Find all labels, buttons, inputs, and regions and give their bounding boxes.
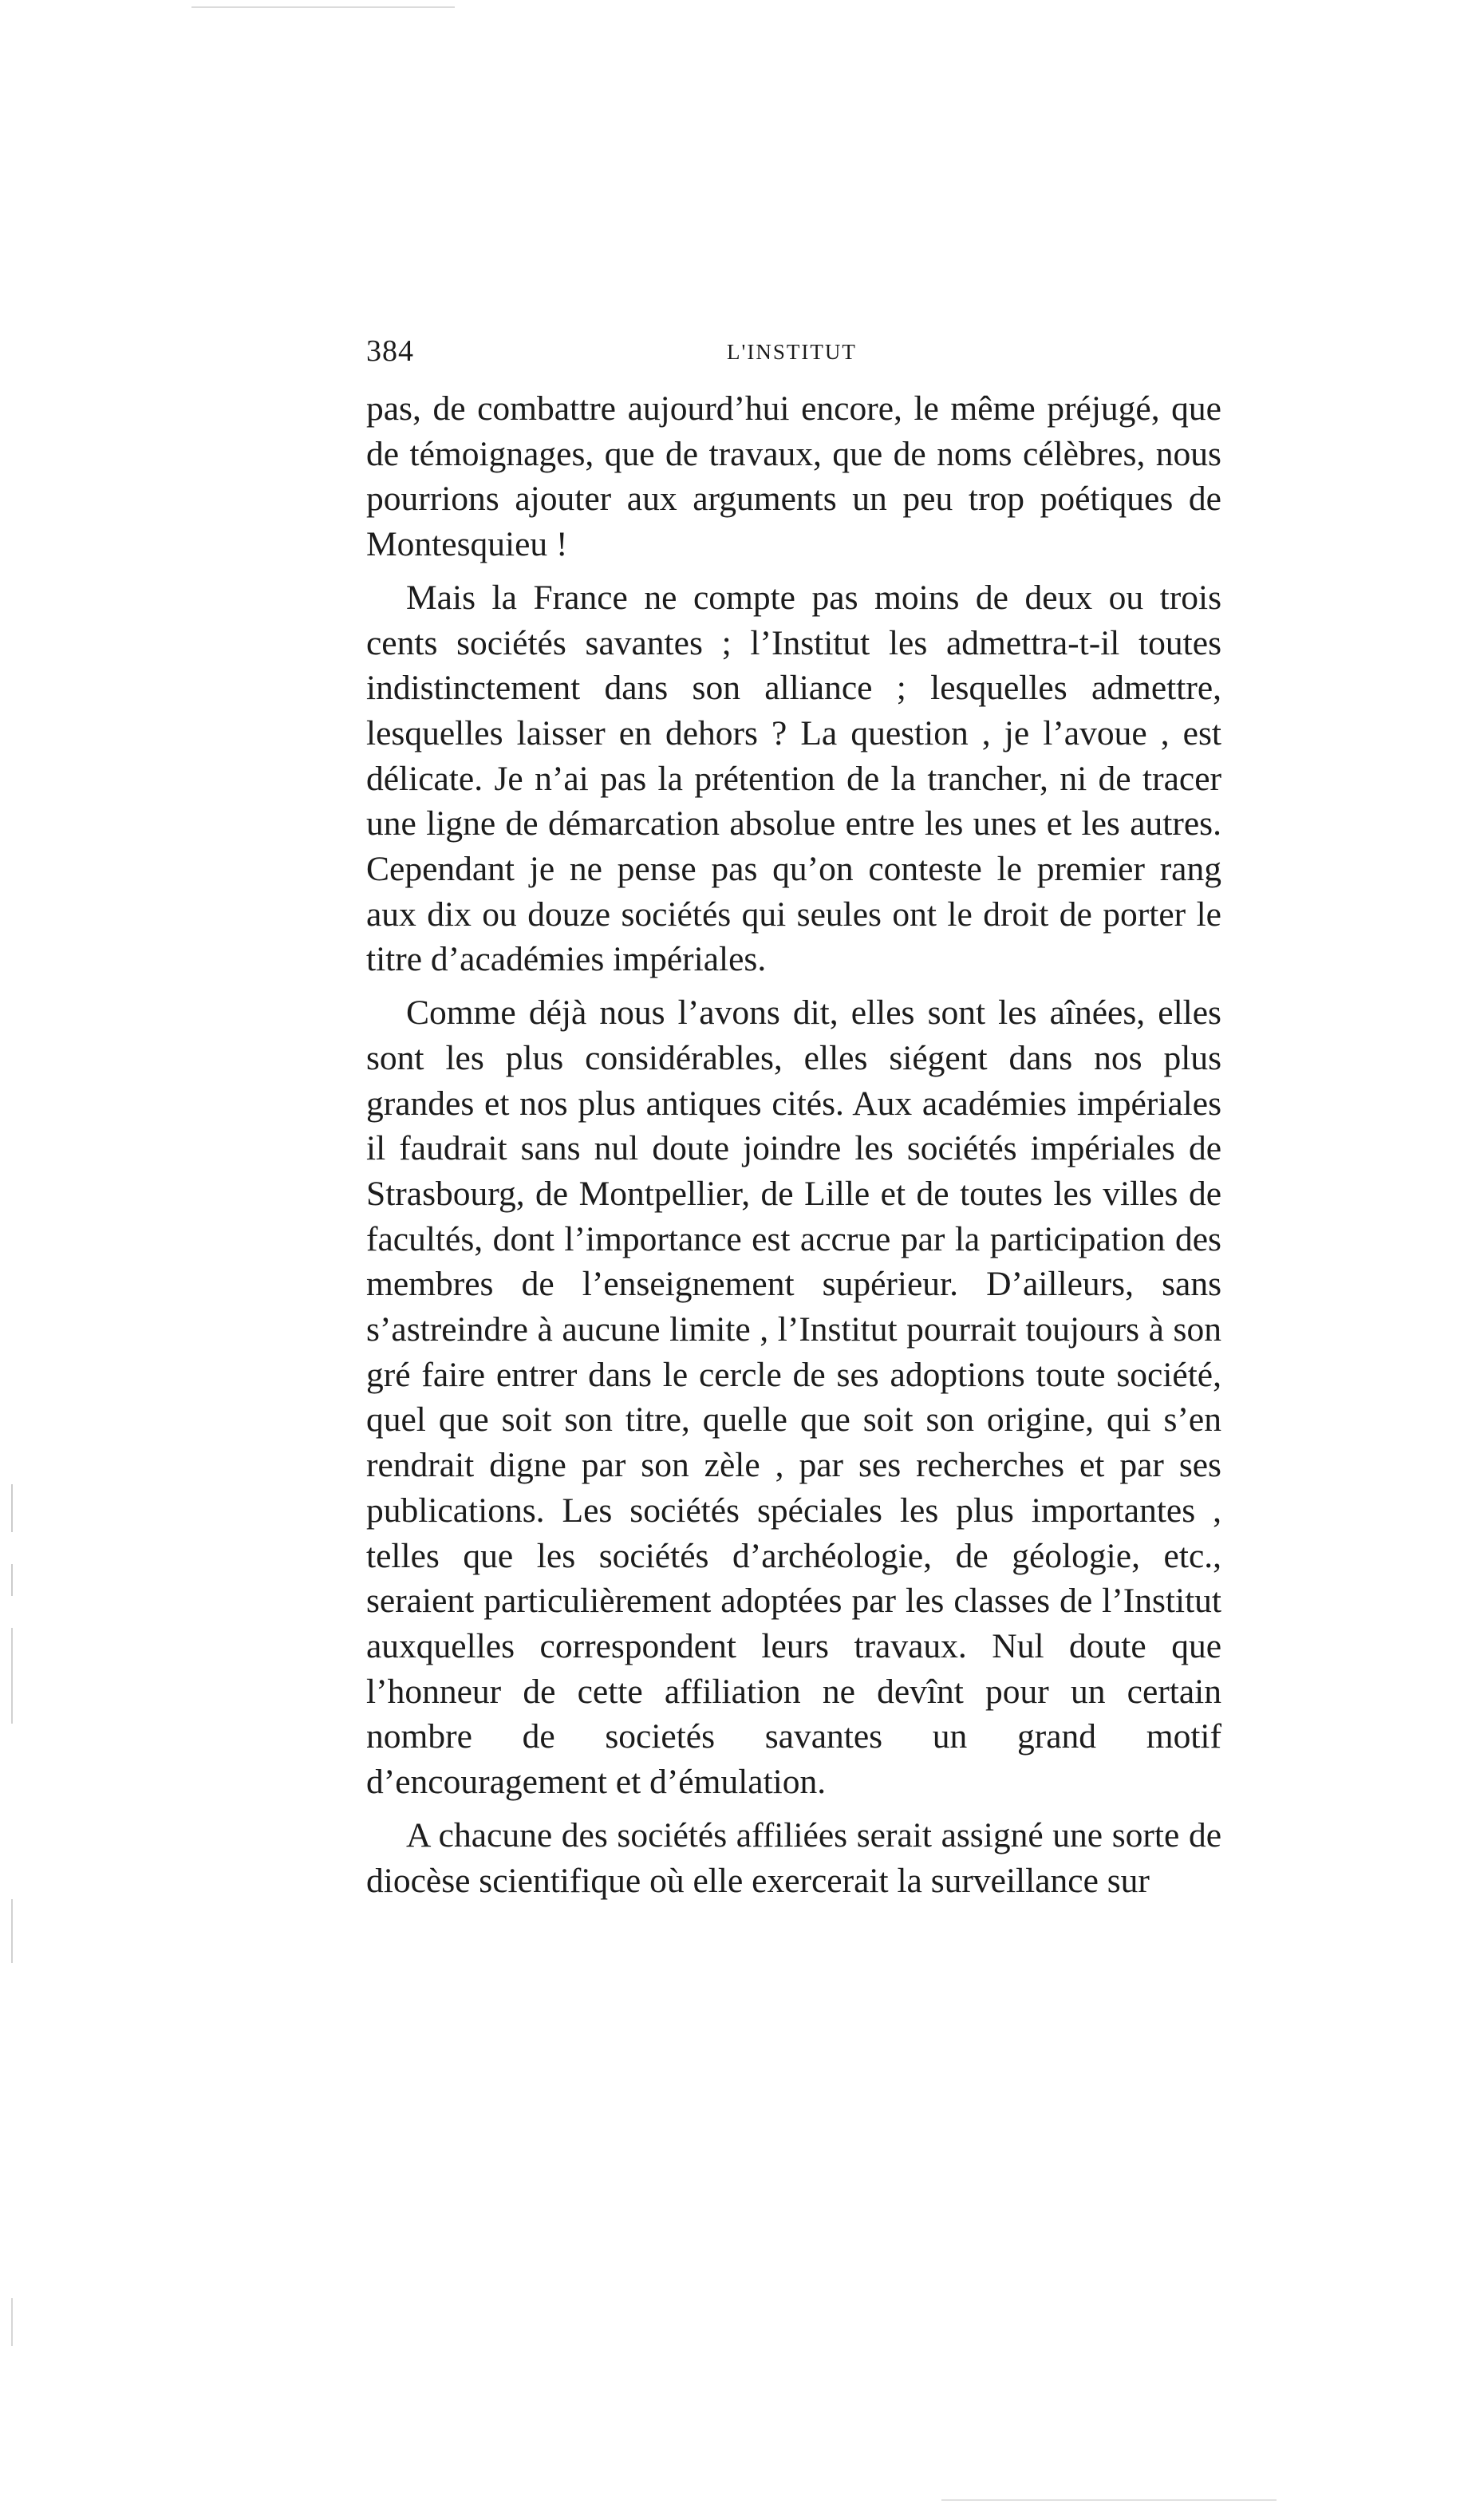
scan-artifact bbox=[11, 1564, 13, 1596]
scan-artifact bbox=[941, 2499, 1277, 2501]
body-text bbox=[366, 386, 1221, 1903]
paragraph: Comme déjà nous l’avons dit, elles sont les aînées, elles sont les plus considérables, elles siégent dans nos plus grandes et nos plus antiques cités. Aux académies impériales il faudrait sans nul doute joindre les sociétés impériales de Strasbourg, de Montpellier, de Lille et de toutes les villes de facultés, dont l’importance est accrue par la participation des membres de l’enseignement supérieur. D’ailleurs, sans s’astreindre à aucune limite , l’Institut pourrait toujours à son gré faire entrer dans le cercle de ses adoptions toute société, quel que soit son titre, quelle que soit son origine, qui s’en rendrait digne par son zèle , par ses recherches et par ses publications. Les sociétés spéciales les plus importantes , telles que les sociétés d’archéologie, de géologie, etc., seraient particulièrement adoptées par les classes de l’Institut auxquelles correspondent leurs travaux. Nul doute que l’honneur de cette affiliation ne devînt pour un certain nombre de societés savantes un grand motif d’encouragement et d’émulation. bbox=[366, 993, 1221, 1802]
scan-artifact bbox=[11, 1484, 13, 1532]
paragraph: pas, de combattre aujourd’hui encore, le même préjugé, que de témoignages, que de travaux, que de noms célèbres, nous pourrions ajouter aux arguments un peu trop poétiques de Montesquieu ! bbox=[366, 389, 1221, 564]
page-header bbox=[366, 334, 1221, 381]
running-title: L'INSTITUT bbox=[727, 340, 857, 364]
paragraph: A chacune des sociétés affiliées serait assigné une sorte de diocèse scientifique où elle exercerait la surveillance sur bbox=[366, 1815, 1221, 1900]
scan-artifact bbox=[191, 6, 455, 8]
scan-artifact bbox=[11, 1899, 13, 1963]
page-number: 384 bbox=[366, 334, 414, 368]
scan-artifact bbox=[11, 1628, 13, 1724]
paragraph: Mais la France ne compte pas moins de deux ou trois cents sociétés savantes ; l’Institut les admettra-t-il toutes indistinctement dans son alliance ; lesquelles admettre, lesquelles laisser en dehors ? La question , je l’avoue , est délicate. Je n’ai pas la prétention de la trancher, ni de tracer une ligne de démarcation absolue entre les unes et les autres. Cependant je ne pense pas qu’on conteste le premier rang aux dix ou douze sociétés qui seules ont le droit de porter le titre d’académies impériales. bbox=[366, 578, 1221, 979]
scan-artifact bbox=[11, 2298, 13, 2346]
